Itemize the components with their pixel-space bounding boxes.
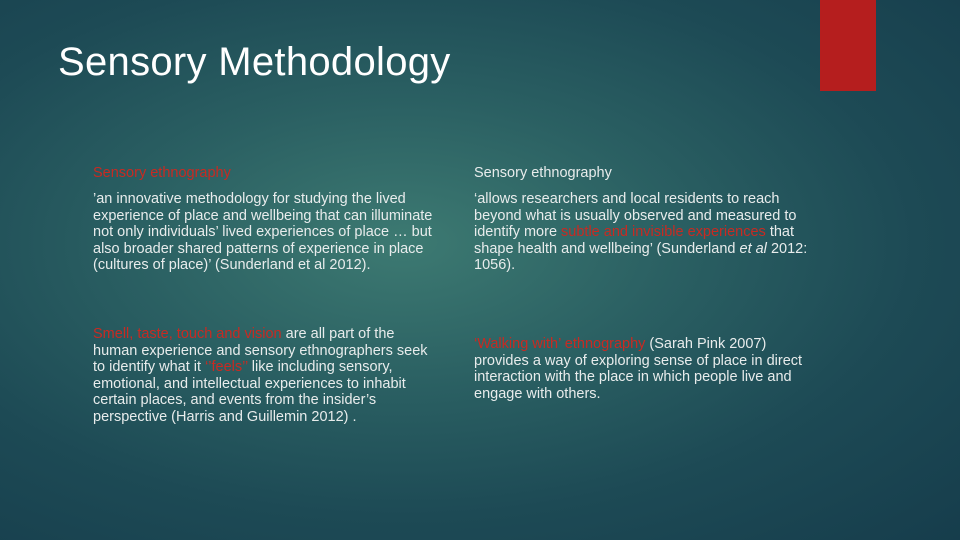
left-paragraph-text-2: like including sensory, emotional, and intellectual experiences to inhabit certain places, and events from the insider’s perspective (Harris and Guillemin 2012) .	[93, 359, 406, 425]
right-quote-text-2: that shape health and wellbeing’ (Sunderland	[474, 224, 795, 257]
et-al-italic: et al	[739, 240, 767, 257]
left-heading: Sensory ethnography	[93, 165, 231, 181]
right-heading: Sensory ethnography	[474, 165, 612, 181]
left-paragraph	[93, 326, 438, 425]
right-quote-text-1: ‘allows researchers and local residents to reach beyond what is usually observed and measured to identify more	[474, 191, 797, 240]
right-paragraph-text: (Sarah Pink 2007) provides a way of exploring sense of place in direct interaction with the place in which people live and engage with others.	[474, 336, 803, 402]
feels-highlight: ‘’feels’’	[205, 359, 248, 375]
right-paragraph	[474, 336, 809, 402]
left-quote: ’an innovative methodology for studying the lived experience of place and wellbeing that can illuminate not only individuals’ lived experiences of place … but also broader shared patterns of experience in place (cultures of place)’ (Sunderland et al 2012).	[93, 191, 433, 273]
accent-bar	[820, 0, 876, 91]
senses-highlight: Smell, taste, touch and vision	[93, 326, 282, 342]
walking-with-highlight: ‘Walking with’ ethnography	[474, 336, 646, 352]
right-quote-text-3: 2012: 1056).	[474, 240, 808, 273]
slide-title: Sensory Methodology	[58, 40, 451, 84]
right-quote	[474, 191, 809, 274]
subtle-highlight: subtle and invisible experiences	[561, 224, 766, 240]
left-paragraph-text-1: are all part of the human experience and sensory ethnographers seek to identify what it	[93, 326, 428, 375]
